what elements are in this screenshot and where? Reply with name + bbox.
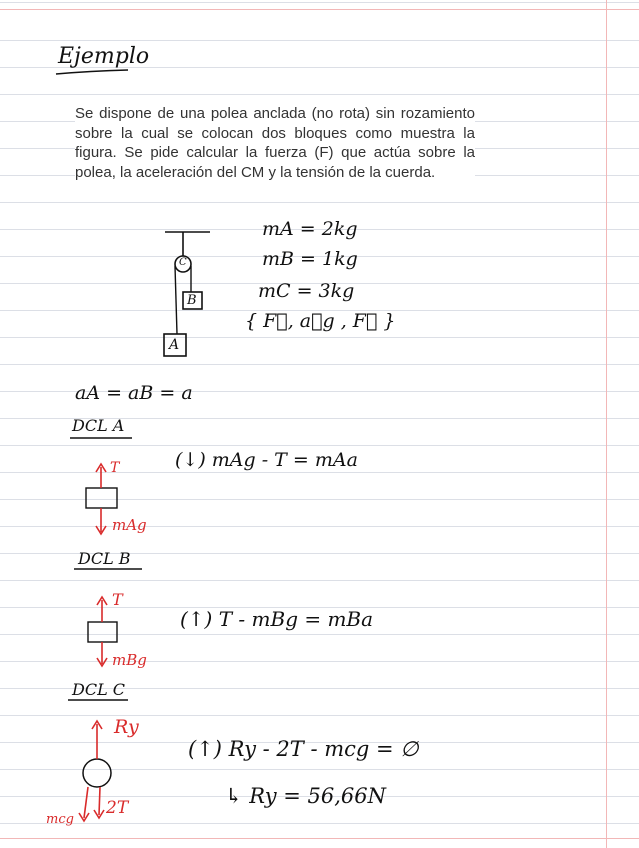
accel-relation: aA = aB = a bbox=[75, 382, 193, 404]
dcl-a-heading: DCL A bbox=[72, 416, 125, 435]
dcl-a-force-t: T bbox=[110, 460, 120, 476]
problem-text: Se dispone de una polea anclada (no rota) sin rozamiento sobre la cual se colocan dos bloques como muestra la figura. Se pide calcular la fuerza (F) que actúa sobre la polea, la aceleración del CM y la tensión de la cuerda. bbox=[75, 105, 475, 181]
block-b-label: B bbox=[187, 293, 197, 308]
dcl-b-force-t: T bbox=[112, 590, 123, 609]
unknowns: { F⃗, a⃗g , F⃗ } bbox=[245, 310, 396, 332]
dcl-b-force-weight: mBg bbox=[112, 651, 147, 669]
title: Ejemplo bbox=[58, 44, 150, 69]
dcl-c-equation: (↑) Ry - 2T - mcg = ∅ bbox=[188, 737, 419, 761]
given-mc: mC = 3kg bbox=[258, 280, 355, 302]
dcl-a-force-weight: mAg bbox=[112, 516, 147, 534]
dcl-c-result: ↳ Ry = 56,66N bbox=[225, 784, 387, 808]
dcl-b-equation: (↑) T - mBg = mBa bbox=[180, 607, 374, 631]
dcl-c-heading: DCL C bbox=[72, 680, 126, 699]
pulley-label: C bbox=[179, 257, 187, 268]
given-ma: mA = 2kg bbox=[262, 218, 358, 240]
block-a-label: A bbox=[169, 337, 180, 353]
dcl-b-heading: DCL B bbox=[78, 549, 131, 568]
dcl-c-force-ry: Ry bbox=[114, 716, 139, 738]
dcl-a-equation: (↓) mAg - T = mAa bbox=[175, 449, 358, 471]
dcl-c-force-weight: mcg bbox=[46, 812, 74, 827]
dcl-c-force-2t: 2T bbox=[106, 798, 129, 818]
given-mb: mB = 1kg bbox=[262, 248, 358, 270]
